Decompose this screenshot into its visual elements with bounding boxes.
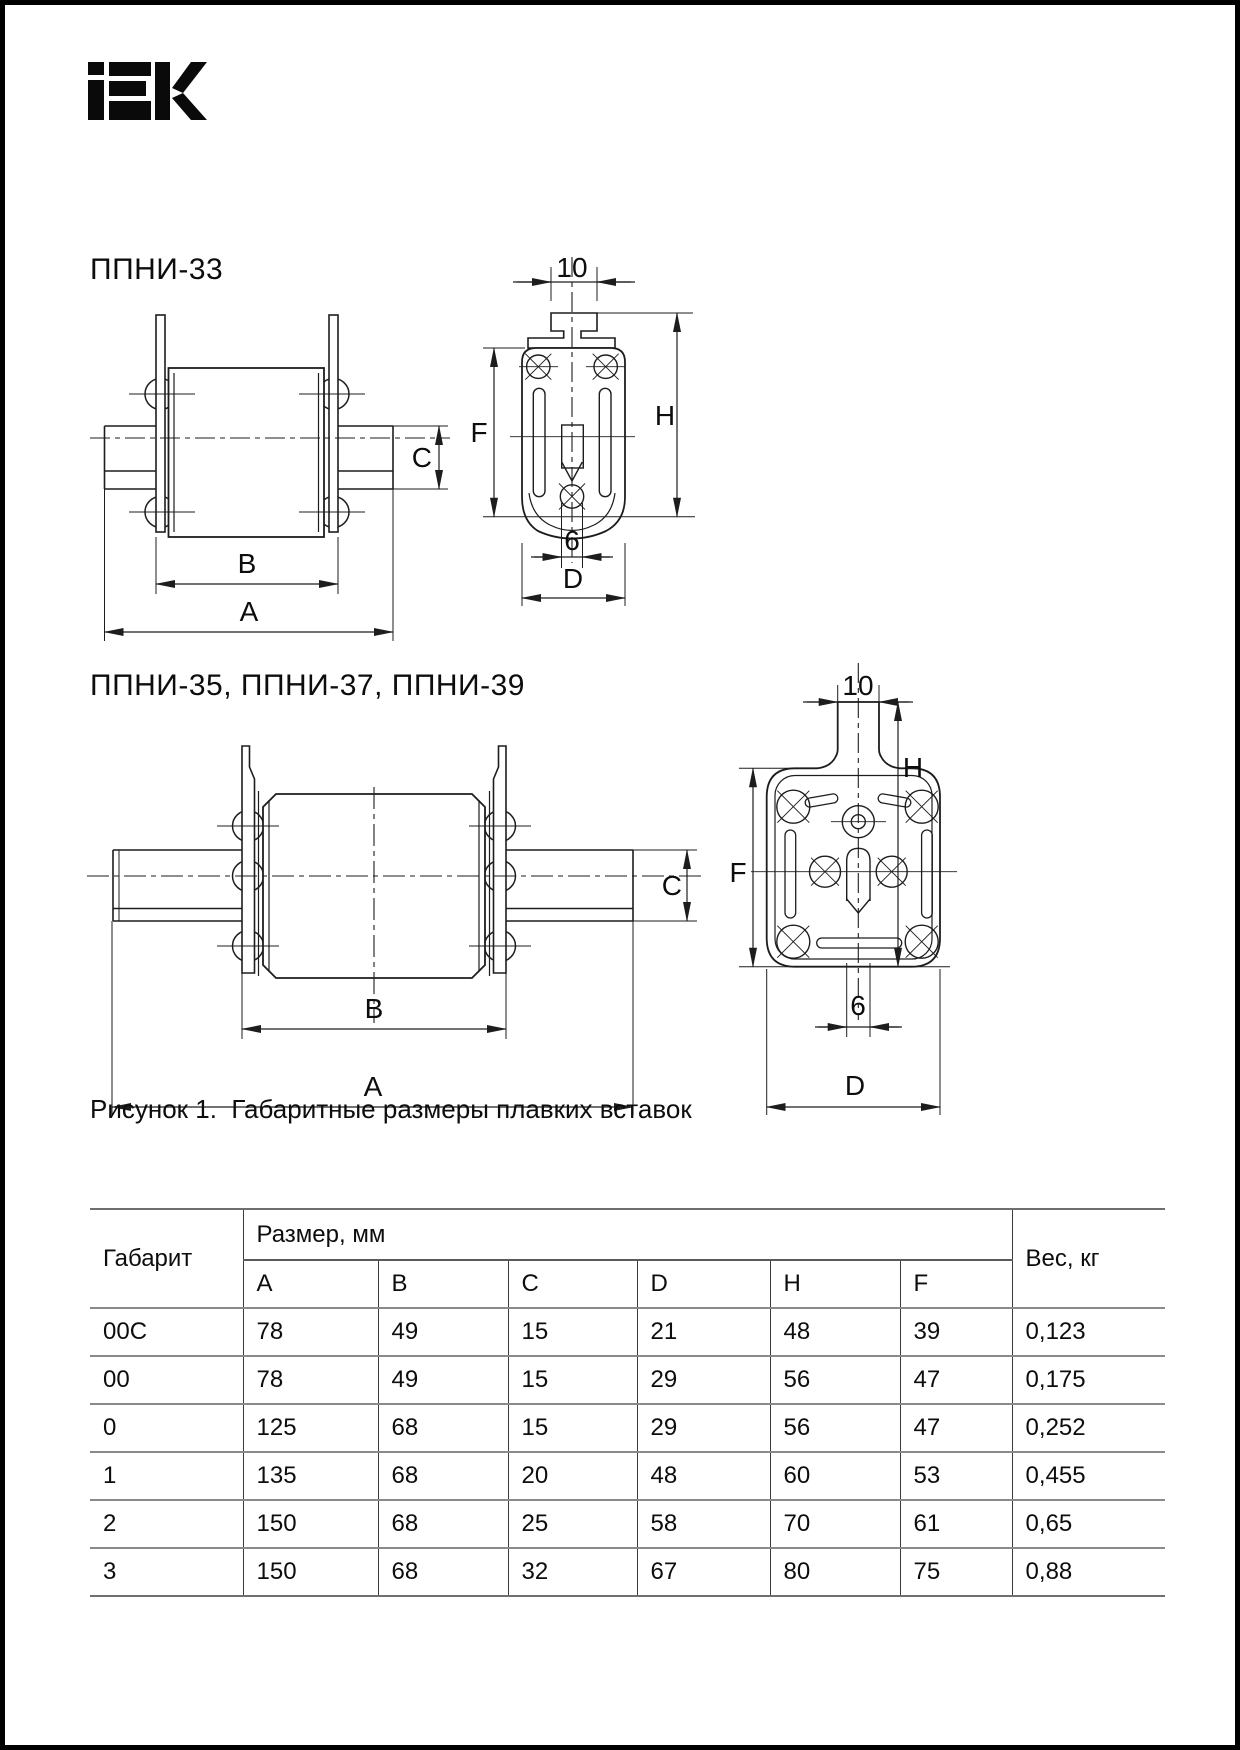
cell-a: 150 (243, 1548, 378, 1596)
table-header-row-1 (90, 1209, 1165, 1260)
logo-k-lower-arm (172, 93, 207, 120)
fig2-side-view (87, 746, 705, 1115)
col-header-a: A (243, 1260, 378, 1308)
fig2-dim-label-f: F (729, 857, 747, 888)
cell-c: 25 (508, 1500, 637, 1548)
col-header-c: C (508, 1260, 637, 1308)
cell-h: 48 (770, 1308, 900, 1356)
cell-weight: 0,88 (1012, 1548, 1165, 1596)
cell-weight: 0,252 (1012, 1404, 1165, 1452)
fig2-dim-label-d: D (844, 1070, 866, 1101)
cell-h: 80 (770, 1548, 900, 1596)
cell-gabarit: 2 (90, 1500, 243, 1548)
logo-k-upper-arm (172, 62, 207, 93)
col-header-d: D (637, 1260, 770, 1308)
cell-a: 125 (243, 1404, 378, 1452)
figure2-drawing (75, 655, 975, 1135)
cell-d: 21 (637, 1308, 770, 1356)
cell-d: 58 (637, 1500, 770, 1548)
cell-a: 150 (243, 1500, 378, 1548)
figure1-drawing (75, 245, 715, 655)
cell-b: 49 (378, 1308, 508, 1356)
cell-c: 32 (508, 1548, 637, 1596)
iek-logo (88, 60, 208, 122)
cell-c: 20 (508, 1452, 637, 1500)
figure2-title: ППНИ-35, ППНИ-37, ППНИ-39 (90, 669, 525, 702)
cell-gabarit: 1 (90, 1452, 243, 1500)
logo-e-mid (109, 81, 146, 96)
cell-gabarit: 00C (90, 1308, 243, 1356)
fig2-dim-label-c: C (661, 870, 682, 901)
logo-e-top (109, 62, 151, 76)
cell-b: 49 (378, 1356, 508, 1404)
col-header-f: F (900, 1260, 1012, 1308)
cell-gabarit: 3 (90, 1548, 243, 1596)
cell-c: 15 (508, 1404, 637, 1452)
cell-f: 53 (900, 1452, 1012, 1500)
cell-c: 15 (508, 1308, 637, 1356)
table-row (90, 1452, 1165, 1500)
cell-d: 29 (637, 1356, 770, 1404)
fig1-dim-label-b: B (237, 548, 257, 579)
logo-i-dot (88, 62, 104, 75)
cell-d: 48 (637, 1452, 770, 1500)
table-row (90, 1548, 1165, 1596)
fig1-dim-label-a: A (239, 596, 259, 627)
cell-h: 56 (770, 1356, 900, 1404)
logo-k-stem (155, 62, 170, 120)
col-header-h: H (770, 1260, 900, 1308)
fig1-side-view (90, 315, 450, 641)
fig1-dim-label-f: F (470, 417, 488, 448)
fig2-dim-label-h: H (902, 752, 924, 783)
fig1-dim-label-6: 6 (564, 525, 580, 556)
cell-h: 60 (770, 1452, 900, 1500)
col-header-weight: Вес, кг (1012, 1209, 1165, 1308)
figure-caption: Рисунок 1. Габаритные размеры плавких вставок (90, 1094, 692, 1124)
fig2-dim-label-6: 6 (850, 990, 866, 1021)
cell-a: 78 (243, 1308, 378, 1356)
cell-f: 47 (900, 1404, 1012, 1452)
col-header-size-group: Размер, мм (243, 1209, 1012, 1260)
fig2-dim-label-10: 10 (842, 670, 874, 701)
cell-d: 67 (637, 1548, 770, 1596)
cell-f: 75 (900, 1548, 1012, 1596)
cell-h: 56 (770, 1404, 900, 1452)
cell-a: 78 (243, 1356, 378, 1404)
cell-c: 15 (508, 1356, 637, 1404)
cell-h: 70 (770, 1500, 900, 1548)
table-header-row-2 (90, 1260, 1165, 1308)
col-header-b: B (378, 1260, 508, 1308)
cell-f: 39 (900, 1308, 1012, 1356)
cell-b: 68 (378, 1404, 508, 1452)
col-header-gabarit: Габарит (103, 1244, 193, 1272)
dimensions-table (90, 1208, 1165, 1597)
cell-f: 61 (900, 1500, 1012, 1548)
fig2-dim-label-a: A (363, 1071, 383, 1102)
cell-b: 68 (378, 1548, 508, 1596)
fig2-front-view (739, 663, 957, 1115)
cell-weight: 0,65 (1012, 1500, 1165, 1548)
fig1-dim-label-h: H (654, 400, 676, 431)
logo-i-stem (88, 80, 104, 120)
cell-d: 29 (637, 1404, 770, 1452)
fig1-front-view (483, 257, 695, 606)
figure1-title: ППНИ-33 (90, 253, 224, 286)
cell-weight: 0,455 (1012, 1452, 1165, 1500)
fig1-dim-label-10: 10 (556, 252, 588, 283)
fig2-dim-label-b: B (364, 993, 384, 1024)
cell-weight: 0,123 (1012, 1308, 1165, 1356)
cell-f: 47 (900, 1356, 1012, 1404)
cell-a: 135 (243, 1452, 378, 1500)
fig1-dim-label-d: D (562, 563, 584, 594)
logo-e-bottom (109, 101, 151, 120)
cell-b: 68 (378, 1452, 508, 1500)
table-row (90, 1356, 1165, 1404)
fig1-dim-label-c: C (411, 442, 432, 473)
table-row (90, 1308, 1165, 1356)
cell-b: 68 (378, 1500, 508, 1548)
cell-gabarit: 0 (90, 1404, 243, 1452)
cell-gabarit: 00 (90, 1356, 243, 1404)
table-row (90, 1500, 1165, 1548)
table-row (90, 1404, 1165, 1452)
cell-weight: 0,175 (1012, 1356, 1165, 1404)
